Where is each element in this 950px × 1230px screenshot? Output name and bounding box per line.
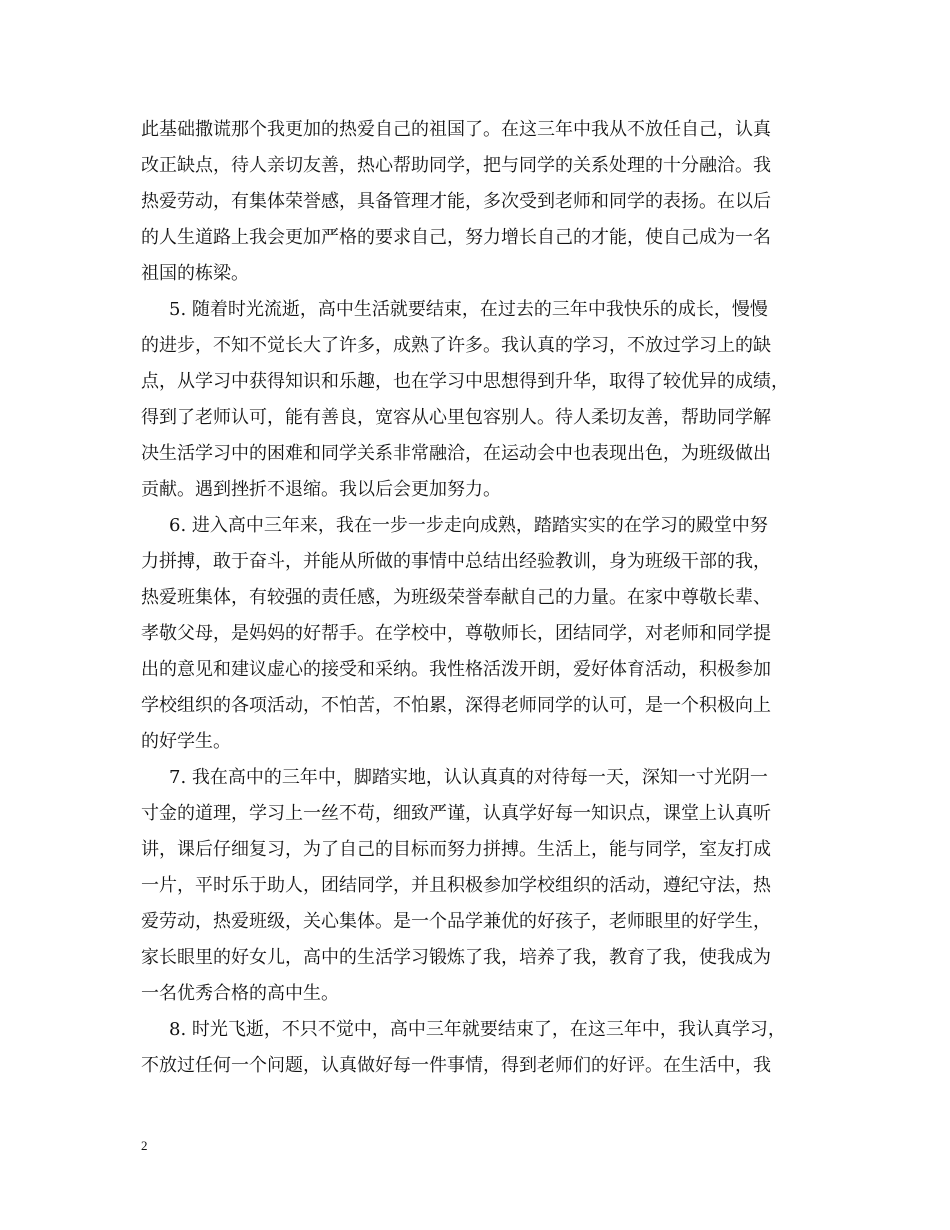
text-line: 寸金的道理，学习上一丝不苟，细致严谨，认真学好每一知识点，课堂上认真听 [141,803,771,824]
text-line: 爱劳动，热爱班级，关心集体。是一个品学兼优的好孩子，老师眼里的好学生， [141,911,771,932]
text-line: 改正缺点，待人亲切友善，热心帮助同学，把与同学的关系处理的十分融洽。我 [141,155,771,176]
text-line: 点，从学习中获得知识和乐趣，也在学习中思想得到升华，取得了较优异的成绩， [141,371,789,392]
text-line: 家长眼里的好女儿，高中的生活学习锻炼了我，培养了我，教育了我，使我成为 [141,947,771,968]
text-line: 的进步，不知不觉长大了许多，成熟了许多。我认真的学习，不放过学习上的缺 [141,335,771,356]
text-line: 得到了老师认可，能有善良，宽容从心里包容别人。待人柔切友善，帮助同学解 [141,407,771,428]
page-number: 2 [141,1138,148,1153]
text-line: 不放过任何一个问题，认真做好每一件事情，得到老师们的好评。在生活中，我 [141,1055,771,1076]
text-line: 6. 进入高中三年来，我在一步一步走向成熟，踏踏实实的在学习的殿堂中努 [169,515,768,536]
text-line: 此基础撒谎那个我更加的热爱自己的祖国了。在这三年中我从不放任自己，认真 [141,119,771,140]
text-line: 8. 时光飞逝，不只不觉中，高中三年就要结束了，在这三年中，我认真学习， [169,1019,786,1040]
text-line: 的人生道路上我会更加严格的要求自己，努力增长自己的才能，使自己成为一名 [141,227,771,248]
text-line: 祖国的栋梁。 [141,263,249,284]
text-line: 学校组织的各项活动，不怕苦，不怕累，深得老师同学的认可，是一个积极向上 [141,695,771,716]
text-line: 一片，平时乐于助人，团结同学，并且积极参加学校组织的活动，遵纪守法，热 [141,875,771,896]
text-line: 讲，课后仔细复习，为了自己的目标而努力拼搏。生活上，能与同学，室友打成 [141,839,771,860]
text-line: 贡献。遇到挫折不退缩。我以后会更加努力。 [141,479,501,500]
text-line: 孝敬父母，是妈妈的好帮手。在学校中，尊敬师长，团结同学，对老师和同学提 [141,623,771,644]
text-line: 5. 随着时光流逝，高中生活就要结束，在过去的三年中我快乐的成长，慢慢 [169,299,768,320]
text-line: 7. 我在高中的三年中，脚踏实地，认认真真的对待每一天，深知一寸光阴一 [169,767,768,788]
text-line: 热爱班集体，有较强的责任感，为班级荣誉奉献自己的力量。在家中尊敬长辈、 [141,587,771,608]
text-line: 的好学生。 [141,731,231,752]
text-line: 力拼搏，敢于奋斗，并能从所做的事情中总结出经验教训，身为班级干部的我， [141,551,771,572]
text-line: 一名优秀合格的高中生。 [141,983,339,1004]
document-body [141,112,813,1084]
text-line: 出的意见和建议虚心的接受和采纳。我性格活泼开朗，爱好体育活动，积极参加 [141,659,771,680]
text-line: 决生活学习中的困难和同学关系非常融洽，在运动会中也表现出色，为班级做出 [141,443,771,464]
text-line: 热爱劳动，有集体荣誉感，具备管理才能，多次受到老师和同学的表扬。在以后 [141,191,771,212]
